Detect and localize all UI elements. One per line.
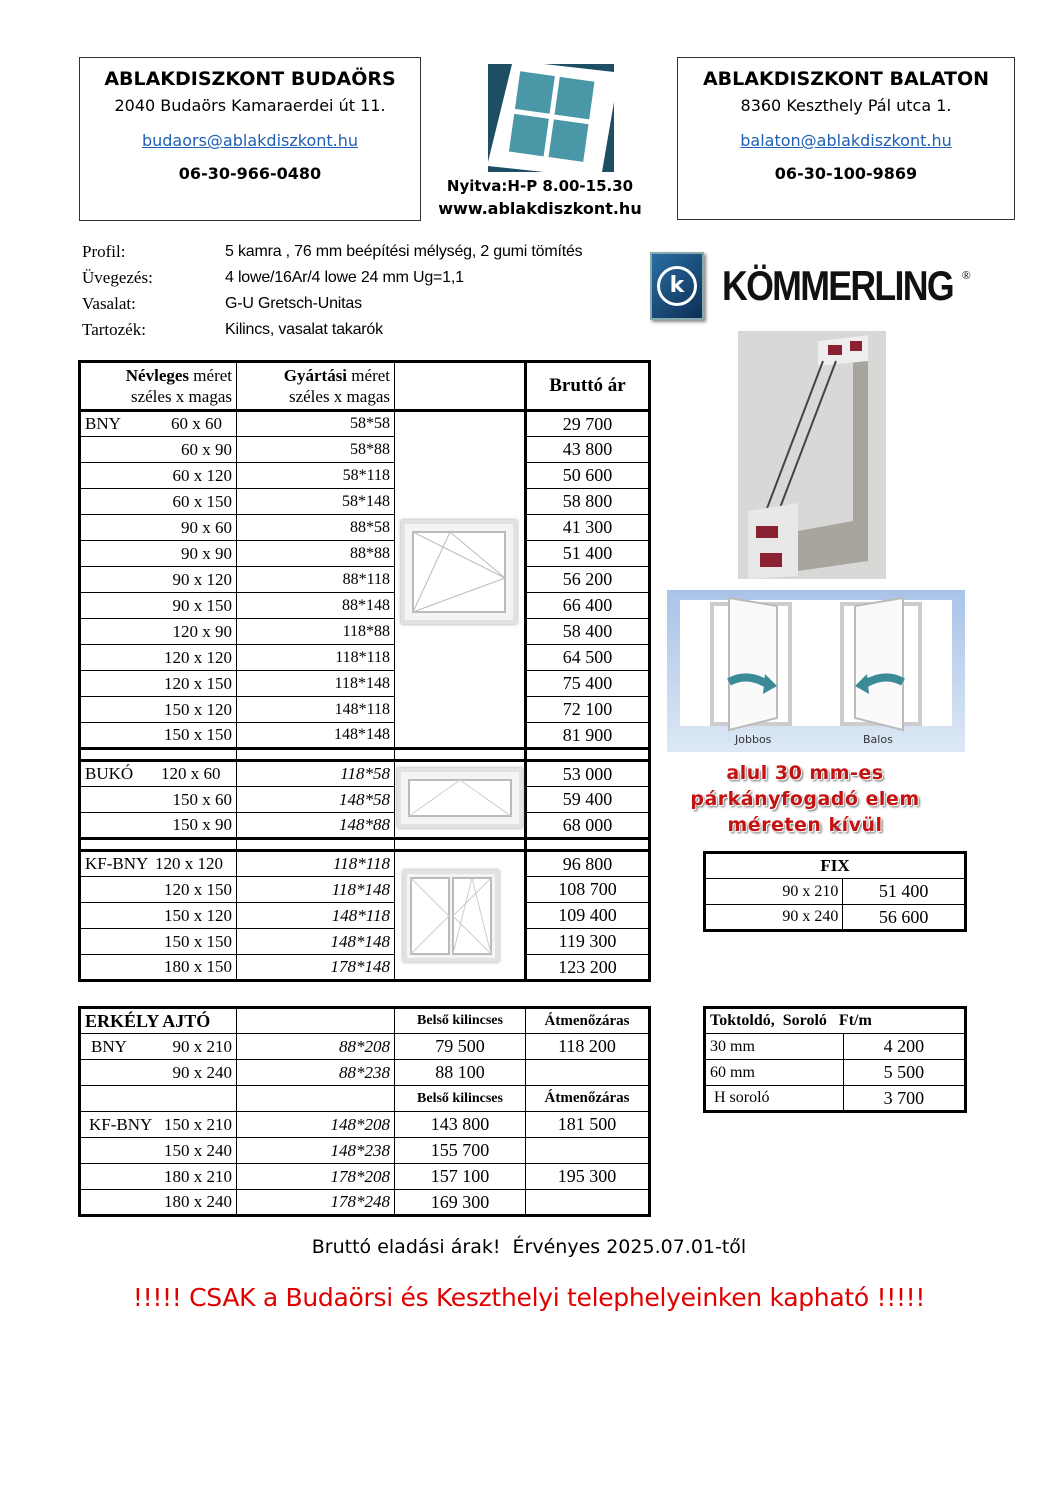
- spec-value: 4 lowe/16Ar/4 lowe 24 mm Ug=1,1: [225, 269, 464, 286]
- type-label-buko: BUKÓ: [85, 764, 134, 783]
- spec-value: Kilincs, vasalat takarók: [225, 321, 383, 338]
- tilt-turn-window-icon: [401, 520, 517, 624]
- header-image: [395, 362, 526, 411]
- website[interactable]: www.ablakdiszkont.hu: [438, 199, 642, 218]
- toktoldo-table: [703, 1006, 967, 1113]
- header-nominal: Névleges méret széles x magas: [80, 362, 237, 411]
- table-row: 150 x 60 148*58 59 400: [80, 787, 650, 813]
- kfbny-window-image-cell: [395, 851, 526, 981]
- bny-window-image-cell: [395, 411, 526, 749]
- spacer-row: [80, 749, 650, 761]
- door-subheader-row: Belső kilincses Átmenőzáras: [80, 1086, 650, 1112]
- table-row: 90 x 240 56 600: [705, 905, 966, 931]
- shop-balaton-box: [677, 57, 1015, 220]
- sill-notice: [660, 760, 950, 838]
- spacer-row: [80, 839, 650, 851]
- kommerling-wordmark: KÖMMERLING: [722, 262, 953, 309]
- product-specs: [82, 239, 582, 343]
- table-row: 180 x 240 178*248 169 300: [80, 1190, 650, 1216]
- door-header-row: ERKÉLY AJTÓ Belső kilincses Átmenőzáras: [80, 1008, 650, 1034]
- type-label-kfbny: KF-BNY: [85, 854, 149, 873]
- table-row: BNY 60 x 60 58*58 29 700: [80, 411, 650, 437]
- shop-balaton-address: 8360 Keszthely Pál utca 1.: [740, 96, 952, 115]
- sill-notice-line: alul 30 mm-es: [726, 762, 884, 784]
- table-row: 60 x 150 58*148 58 800: [80, 489, 650, 515]
- buko-window-image-cell: [395, 761, 526, 839]
- table-row: 60 x 120 58*118 50 600: [80, 463, 650, 489]
- toktoldo-title: Toktoldó, Soroló Ft/m: [705, 1008, 966, 1034]
- table-row: KF-BNY 120 x 120 118*118 96 800: [80, 851, 650, 877]
- spec-label: Tartozék:: [82, 320, 146, 339]
- double-sash-window-icon: [403, 870, 499, 962]
- tilt-window-icon: [397, 768, 523, 828]
- header-price: Bruttó ár: [526, 362, 650, 411]
- table-row: 120 x 150 118*148 108 700: [80, 877, 650, 903]
- table-row: 60 mm 5 500: [705, 1060, 966, 1086]
- table-row: BUKÓ 120 x 60 118*58 53 000: [80, 761, 650, 787]
- balcony-door-table: [78, 1006, 651, 1217]
- table-row: 60 x 90 58*88 43 800: [80, 437, 650, 463]
- table-header-row: [80, 362, 650, 411]
- fix-price-table: [703, 851, 967, 932]
- shop-budaors-email-link[interactable]: budaors@ablakdiszkont.hu: [141, 131, 359, 150]
- table-row: 90 x 150 88*148 66 400: [80, 593, 650, 619]
- window-price-table: [78, 360, 651, 982]
- profile-cross-section-image: [738, 331, 886, 579]
- table-row: 90 x 90 88*88 51 400: [80, 541, 650, 567]
- door-type-kfbny: KF-BNY: [89, 1114, 153, 1134]
- price-validity-note: Bruttó eladási árak! Érvényes 2025.07.01-től: [311, 1236, 747, 1258]
- table-row: 120 x 120 118*118 64 500: [80, 645, 650, 671]
- table-row: 90 x 210 51 400: [705, 879, 966, 905]
- label-balos: Balos: [863, 733, 893, 746]
- kommerling-emblem-icon: k: [650, 252, 704, 320]
- shop-budaors-name: ABLAKDISZKONT BUDAÖRS: [104, 68, 396, 90]
- spec-row-uvegezes: [82, 265, 582, 291]
- shop-budaors-box: [79, 57, 421, 221]
- table-row: 150 x 150 148*148 81 900: [80, 723, 650, 749]
- table-row: 180 x 150 178*148 123 200: [80, 955, 650, 981]
- header-manufacturing: Gyártási méret széles x magas: [237, 362, 395, 411]
- opening-direction-diagram: [667, 590, 965, 752]
- sill-notice-line: párkányfogadó elem: [690, 788, 920, 810]
- availability-warning: !!!!! CSAK a Budaörsi és Keszthelyi telephelyeinken kapható !!!!!: [132, 1283, 926, 1312]
- fix-title: FIX: [705, 853, 966, 879]
- spec-row-profil: [82, 239, 582, 265]
- table-row: 90 x 120 88*118 56 200: [80, 567, 650, 593]
- spec-label: Üvegezés:: [82, 268, 153, 287]
- table-row: 120 x 150 118*148 75 400: [80, 671, 650, 697]
- type-label-bny: BNY: [85, 414, 121, 433]
- spec-value: G-U Gretsch-Unitas: [225, 295, 362, 312]
- table-row: 150 x 120 148*118 72 100: [80, 697, 650, 723]
- table-row: 150 x 90 148*88 68 000: [80, 813, 650, 839]
- label-jobbos: Jobbos: [735, 733, 772, 746]
- sill-notice-line: méreten kívül: [727, 814, 883, 836]
- center-info: [430, 177, 650, 218]
- ablakdiszkont-logo: [484, 62, 618, 174]
- table-row: 120 x 90 118*88 58 400: [80, 619, 650, 645]
- door-title: ERKÉLY AJTÓ: [80, 1008, 237, 1034]
- shop-balaton-email-link[interactable]: balaton@ablakdiszkont.hu: [740, 131, 952, 150]
- kommerling-logo: [650, 250, 980, 322]
- table-row: 150 x 120 148*118 109 400: [80, 903, 650, 929]
- window-logo-icon: [484, 62, 618, 174]
- table-row: 30 mm 4 200: [705, 1034, 966, 1060]
- table-row: H soroló 3 700: [705, 1086, 966, 1112]
- table-row: 150 x 150 148*148 119 300: [80, 929, 650, 955]
- spec-label: Vasalat:: [82, 294, 136, 313]
- table-row: BNY 90 x 210 88*208 79 500 118 200: [80, 1034, 650, 1060]
- table-row: 150 x 240 148*238 155 700: [80, 1138, 650, 1164]
- spec-row-vasalat: [82, 291, 582, 317]
- registered-mark: ®: [961, 267, 971, 282]
- table-row: 90 x 60 88*58 41 300: [80, 515, 650, 541]
- shop-balaton-name: ABLAKDISZKONT BALATON: [702, 68, 990, 90]
- spec-row-tartozek: [82, 317, 582, 343]
- shop-budaors-phone: 06-30-966-0480: [178, 164, 322, 183]
- spec-label: Profil:: [82, 242, 126, 261]
- shop-budaors-address: 2040 Budaörs Kamaraerdei út 11.: [114, 96, 386, 115]
- shop-balaton-phone: 06-30-100-9869: [774, 164, 918, 183]
- table-row: KF-BNY 150 x 210 148*208 143 800 181 500: [80, 1112, 650, 1138]
- spec-value: 5 kamra , 76 mm beépítési mélység, 2 gumi tömítés: [225, 243, 583, 260]
- opening-hours: Nyitva:H-P 8.00-15.30: [446, 177, 634, 195]
- table-row: 180 x 210 178*208 157 100 195 300: [80, 1164, 650, 1190]
- table-row: 90 x 240 88*238 88 100: [80, 1060, 650, 1086]
- door-type-bny: BNY: [91, 1036, 127, 1056]
